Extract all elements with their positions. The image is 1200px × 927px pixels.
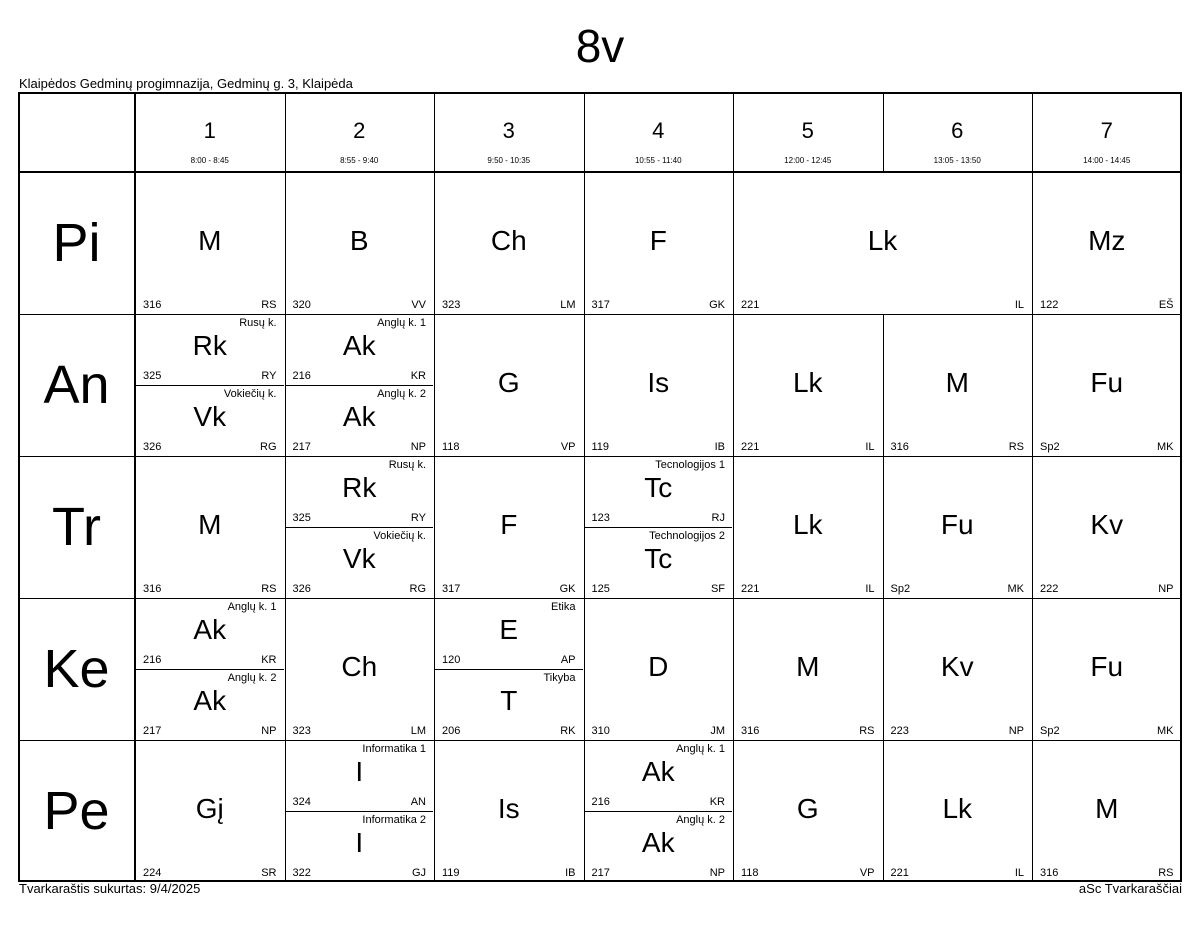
subject-code: Lk <box>942 793 973 824</box>
period-header-5 <box>733 92 883 172</box>
group-name: Tikyba <box>543 672 576 684</box>
lesson-cell <box>733 172 1032 314</box>
teacher-code: VP <box>560 441 576 453</box>
lesson-group-cell <box>285 527 435 598</box>
period-number: 6 <box>951 118 964 143</box>
room-number: 120 <box>442 654 461 666</box>
subject-code: Ak <box>641 827 675 858</box>
room-number: 119 <box>591 441 610 453</box>
teacher-code: AN <box>410 796 426 808</box>
teacher-code: RS <box>1008 441 1024 453</box>
room-number: 221 <box>741 441 760 453</box>
subject-code: Ch <box>490 225 527 256</box>
subject-code: Gį <box>195 793 224 824</box>
lesson-group-cell <box>285 811 435 882</box>
subject-code: Tc <box>644 543 673 574</box>
room-number: 118 <box>442 441 460 453</box>
group-name: Anglų k. 1 <box>227 601 277 613</box>
subject-code: Fu <box>1090 367 1124 398</box>
lesson-group-cell <box>285 385 435 456</box>
lesson-cell <box>883 314 1033 456</box>
group-name: Vokiečių k. <box>223 388 277 400</box>
teacher-code: GK <box>559 583 576 595</box>
room-number: 324 <box>292 796 311 808</box>
lesson-cell <box>434 456 584 598</box>
period-number: 7 <box>1100 118 1113 143</box>
subject-code: Rk <box>192 330 227 361</box>
teacher-code: IB <box>565 867 576 879</box>
group-divider <box>136 669 284 670</box>
subject-code: Lk <box>792 367 823 398</box>
period-header-divider <box>285 92 286 172</box>
group-name: Anglų k. 1 <box>676 743 725 755</box>
teacher-code: EŠ <box>1158 299 1174 311</box>
period-time: 13:05 - 13:50 <box>933 156 981 165</box>
teacher-code: NP <box>410 441 426 453</box>
room-number: 221 <box>741 583 760 595</box>
day-name: An <box>43 355 110 415</box>
lesson-cell <box>1032 598 1182 740</box>
subject-code: M <box>198 509 222 540</box>
group-divider <box>585 527 733 528</box>
room-number: 122 <box>1040 299 1059 311</box>
lesson-cell <box>1032 314 1182 456</box>
period-header-6 <box>883 92 1033 172</box>
room-number: Sp2 <box>1040 441 1060 453</box>
group-divider <box>286 385 434 386</box>
lesson-group-cell <box>584 811 734 882</box>
period-header-3 <box>434 92 584 172</box>
teacher-code: SF <box>710 583 725 595</box>
teacher-code: KR <box>410 370 426 382</box>
lesson-cell <box>584 314 734 456</box>
group-divider <box>585 811 733 812</box>
period-header-divider <box>733 92 734 172</box>
lesson-group-cell <box>584 456 734 527</box>
room-number: 325 <box>292 512 311 524</box>
room-number: 310 <box>591 725 610 737</box>
group-name: Vokiečių k. <box>373 530 426 542</box>
room-number: 217 <box>292 441 311 453</box>
subject-code: Fu <box>940 509 974 540</box>
teacher-code: JM <box>710 725 725 737</box>
subject-code: G <box>497 367 520 398</box>
subject-code: Is <box>647 367 670 398</box>
subject-code: Ak <box>193 685 227 716</box>
room-number: Sp2 <box>890 583 911 595</box>
subject-code: Lk <box>792 509 823 540</box>
teacher-code: MK <box>1157 725 1174 737</box>
teacher-code: RY <box>410 512 426 524</box>
room-number: 206 <box>442 725 461 737</box>
lesson-cell <box>285 598 435 740</box>
lesson-cell <box>135 456 285 598</box>
lesson-cell <box>1032 740 1182 882</box>
lesson-cell <box>883 740 1033 882</box>
teacher-code: GJ <box>411 867 426 879</box>
period-header-1 <box>135 92 285 172</box>
lesson-cell <box>1032 456 1182 598</box>
subject-code: Rk <box>342 472 377 503</box>
subject-code: Ak <box>342 401 376 432</box>
teacher-code: MK <box>1007 583 1024 595</box>
room-number: 320 <box>292 299 311 311</box>
room-number: 221 <box>741 299 760 311</box>
teacher-code: VP <box>859 867 875 879</box>
subject-code: Ch <box>341 651 378 682</box>
page-title: 8v <box>575 20 625 72</box>
teacher-code: MK <box>1157 441 1174 453</box>
school-address: Klaipėdos Gedminų progimnazija, Gedminų g. 3, Klaipėda <box>19 76 353 91</box>
room-number: 316 <box>741 725 760 737</box>
lesson-group-cell <box>135 669 285 740</box>
period-header-divider <box>434 92 435 172</box>
room-number: 224 <box>143 867 162 879</box>
period-header-divider <box>883 92 884 172</box>
lesson-cell <box>733 314 883 456</box>
group-name: Anglų k. 1 <box>377 317 426 329</box>
period-header-divider <box>584 92 585 172</box>
day-label-cell <box>18 172 135 314</box>
room-number: 118 <box>741 867 759 879</box>
room-number: 123 <box>591 512 610 524</box>
day-label-cell <box>18 740 135 882</box>
group-name: Rusų k. <box>388 459 426 471</box>
lesson-cell <box>434 172 584 314</box>
room-number: 316 <box>890 441 909 453</box>
subject-code: Vk <box>193 401 227 432</box>
room-number: 119 <box>442 867 460 879</box>
teacher-code: RG <box>409 583 426 595</box>
lesson-group-cell <box>285 456 435 527</box>
room-number: 322 <box>292 867 311 879</box>
brand-label: aSc Tvarkaraščiai <box>1078 881 1182 896</box>
group-name: Rusų k. <box>239 317 277 329</box>
teacher-code: IL <box>865 441 875 453</box>
lesson-group-cell <box>285 740 435 811</box>
subject-code: F <box>500 509 518 540</box>
group-divider <box>286 811 434 812</box>
period-number: 2 <box>353 118 366 143</box>
group-name: Technologijos 2 <box>649 530 725 542</box>
lesson-group-cell <box>434 598 584 669</box>
day-name: Ke <box>43 639 110 699</box>
teacher-code: RG <box>260 441 277 453</box>
created-date: Tvarkaraštis sukurtas: 9/4/2025 <box>19 881 201 896</box>
day-name: Pi <box>52 213 101 273</box>
subject-code: M <box>945 367 969 398</box>
room-number: Sp2 <box>1040 725 1060 737</box>
period-number: 1 <box>203 118 216 143</box>
subject-code: M <box>198 225 222 256</box>
room-number: 316 <box>1040 867 1059 879</box>
teacher-code: GK <box>709 299 725 311</box>
room-number: 125 <box>591 583 610 595</box>
period-time: 8:55 - 9:40 <box>340 156 379 165</box>
teacher-code: IL <box>1014 867 1024 879</box>
teacher-code: IL <box>865 583 875 595</box>
period-time: 12:00 - 12:45 <box>784 156 832 165</box>
teacher-code: RS <box>859 725 875 737</box>
room-number: 216 <box>591 796 610 808</box>
day-name: Pe <box>43 781 110 841</box>
lesson-cell <box>434 314 584 456</box>
teacher-code: SR <box>261 867 277 879</box>
teacher-code: KR <box>261 654 277 666</box>
teacher-code: RK <box>560 725 576 737</box>
subject-code: F <box>649 225 667 256</box>
day-name: Tr <box>52 497 101 557</box>
subject-code: M <box>1095 793 1119 824</box>
lesson-group-cell <box>434 669 584 740</box>
subject-code: Mz <box>1088 225 1126 256</box>
day-label-cell <box>18 314 135 456</box>
lesson-cell <box>1032 172 1182 314</box>
room-number: 326 <box>292 583 311 595</box>
group-name: Etika <box>551 601 576 613</box>
period-time: 10:55 - 11:40 <box>634 156 682 165</box>
room-number: 221 <box>890 867 909 879</box>
room-number: 216 <box>143 654 162 666</box>
subject-code: Ak <box>641 756 675 787</box>
room-number: 223 <box>890 725 909 737</box>
subject-code: I <box>355 827 364 858</box>
period-time: 9:50 - 10:35 <box>487 156 531 165</box>
period-header-divider <box>1032 92 1033 172</box>
room-number: 317 <box>442 583 461 595</box>
period-time: 14:00 - 14:45 <box>1083 156 1131 165</box>
group-divider <box>435 669 583 670</box>
teacher-code: VV <box>411 299 426 311</box>
room-number: 316 <box>143 583 162 595</box>
lesson-cell <box>285 172 435 314</box>
subject-code: T <box>500 685 518 716</box>
subject-code: Fu <box>1090 651 1124 682</box>
group-name: Anglų k. 2 <box>676 814 725 826</box>
room-number: 325 <box>143 370 162 382</box>
teacher-code: RS <box>1158 867 1174 879</box>
teacher-code: NP <box>709 867 725 879</box>
teacher-code: NP <box>1158 583 1174 595</box>
lesson-cell <box>584 598 734 740</box>
period-number: 5 <box>801 118 814 143</box>
lesson-cell <box>733 740 883 882</box>
period-header-2 <box>285 92 435 172</box>
lesson-cell <box>883 598 1033 740</box>
teacher-code: IB <box>714 441 725 453</box>
lesson-cell <box>883 456 1033 598</box>
lesson-cell <box>434 740 584 882</box>
room-number: 217 <box>143 725 162 737</box>
teacher-code: RJ <box>711 512 725 524</box>
day-label-cell <box>18 456 135 598</box>
period-header-4 <box>584 92 734 172</box>
teacher-code: LM <box>410 725 426 737</box>
subject-code: Is <box>497 793 520 824</box>
period-time: 8:00 - 8:45 <box>190 156 229 165</box>
teacher-code: NP <box>1008 725 1024 737</box>
teacher-code: RY <box>261 370 277 382</box>
subject-code: Tc <box>644 472 673 503</box>
group-name: Informatika 1 <box>362 743 426 755</box>
teacher-code: AP <box>560 654 576 666</box>
subject-code: B <box>349 225 369 256</box>
teacher-code: KR <box>709 796 725 808</box>
lesson-group-cell <box>584 527 734 598</box>
subject-code: I <box>355 756 364 787</box>
subject-code: Kv <box>940 651 974 682</box>
period-header-7 <box>1032 92 1182 172</box>
subject-code: M <box>796 651 820 682</box>
subject-code: Ak <box>342 330 376 361</box>
room-number: 317 <box>591 299 610 311</box>
lesson-group-cell <box>285 314 435 385</box>
subject-code: Kv <box>1090 509 1124 540</box>
lesson-cell <box>584 172 734 314</box>
group-divider <box>136 385 284 386</box>
lesson-group-cell <box>584 740 734 811</box>
group-divider <box>286 527 434 528</box>
lesson-cell <box>733 456 883 598</box>
lesson-cell <box>135 740 285 882</box>
teacher-code: RS <box>261 583 277 595</box>
timetable-grid <box>18 92 1182 881</box>
teacher-code: NP <box>261 725 277 737</box>
teacher-code: LM <box>560 299 576 311</box>
room-number: 323 <box>292 725 311 737</box>
day-label-cell <box>18 598 135 740</box>
subject-code: G <box>796 793 819 824</box>
subject-code: E <box>499 614 519 645</box>
group-name: Tecnologijos 1 <box>655 459 725 471</box>
lesson-cell <box>733 598 883 740</box>
room-number: 217 <box>591 867 610 879</box>
group-name: Anglų k. 2 <box>227 672 277 684</box>
period-number: 3 <box>502 118 515 143</box>
teacher-code: RS <box>261 299 277 311</box>
room-number: 222 <box>1040 583 1059 595</box>
room-number: 326 <box>143 441 162 453</box>
lesson-group-cell <box>135 314 285 385</box>
group-name: Informatika 2 <box>362 814 426 826</box>
subject-code: D <box>648 651 669 682</box>
teacher-code: IL <box>1014 299 1024 311</box>
lesson-cell <box>135 172 285 314</box>
room-number: 216 <box>292 370 311 382</box>
room-number: 316 <box>143 299 162 311</box>
subject-code: Lk <box>867 225 898 256</box>
group-name: Anglų k. 2 <box>377 388 426 400</box>
subject-code: Vk <box>342 543 376 574</box>
lesson-group-cell <box>135 385 285 456</box>
subject-code: Ak <box>193 614 227 645</box>
room-number: 323 <box>442 299 461 311</box>
lesson-group-cell <box>135 598 285 669</box>
period-number: 4 <box>652 118 665 143</box>
